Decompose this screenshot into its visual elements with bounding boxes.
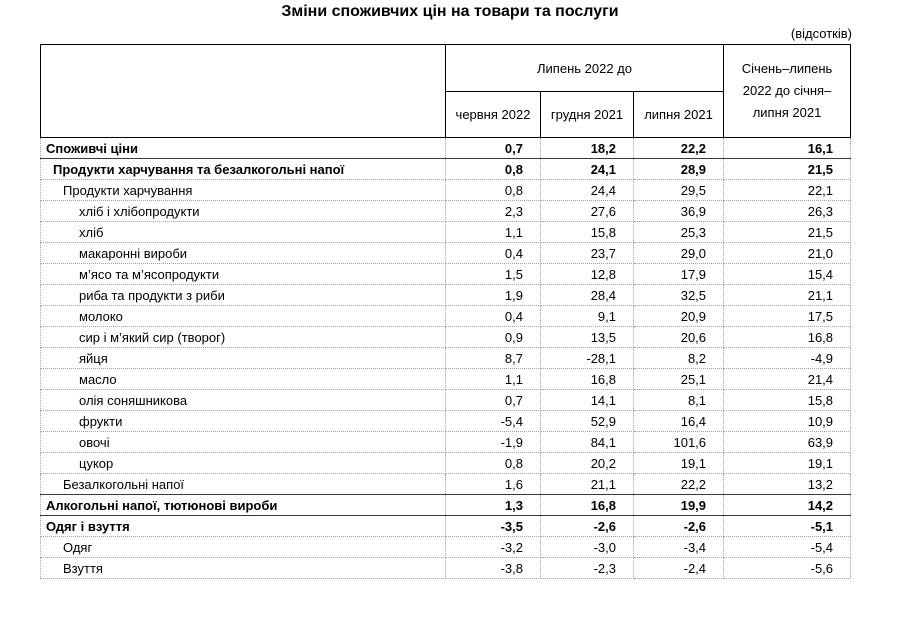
- value-vs-december-2021: 23,7: [541, 243, 634, 264]
- value-jan-jul-period: 16,8: [724, 327, 851, 348]
- value-vs-july-2021: 19,1: [634, 453, 724, 474]
- consumer-prices-table: [40, 44, 851, 579]
- category-label: Одяг: [41, 537, 446, 558]
- value-vs-june-2022: 1,1: [446, 369, 541, 390]
- value-vs-july-2021: 8,1: [634, 390, 724, 411]
- category-label: яйця: [41, 348, 446, 369]
- table-row: [41, 201, 851, 222]
- table-row: [41, 327, 851, 348]
- value-vs-july-2021: 101,6: [634, 432, 724, 453]
- value-vs-june-2022: -3,8: [446, 558, 541, 579]
- value-vs-july-2021: 29,0: [634, 243, 724, 264]
- category-label: Одяг і взуття: [41, 516, 446, 537]
- value-jan-jul-period: 15,8: [724, 390, 851, 411]
- table-row: [41, 411, 851, 432]
- value-vs-december-2021: 13,5: [541, 327, 634, 348]
- value-jan-jul-period: -5,1: [724, 516, 851, 537]
- value-vs-july-2021: 36,9: [634, 201, 724, 222]
- value-jan-jul-period: 21,4: [724, 369, 851, 390]
- value-vs-june-2022: 1,9: [446, 285, 541, 306]
- category-label: хліб: [41, 222, 446, 243]
- value-vs-july-2021: -2,6: [634, 516, 724, 537]
- value-jan-jul-period: 26,3: [724, 201, 851, 222]
- value-vs-july-2021: 16,4: [634, 411, 724, 432]
- value-vs-december-2021: 16,8: [541, 369, 634, 390]
- table-row: [41, 138, 851, 159]
- table-row: [41, 285, 851, 306]
- category-label: риба та продукти з риби: [41, 285, 446, 306]
- value-vs-december-2021: 27,6: [541, 201, 634, 222]
- value-vs-december-2021: 20,2: [541, 453, 634, 474]
- category-label: м’ясо та м’ясопродукти: [41, 264, 446, 285]
- value-vs-december-2021: 9,1: [541, 306, 634, 327]
- table-row: [41, 306, 851, 327]
- value-vs-december-2021: 15,8: [541, 222, 634, 243]
- category-label: сир і м’який сир (творог): [41, 327, 446, 348]
- value-vs-december-2021: 14,1: [541, 390, 634, 411]
- value-jan-jul-period: 19,1: [724, 453, 851, 474]
- category-label: Безалкогольні напої: [41, 474, 446, 495]
- category-label: молоко: [41, 306, 446, 327]
- column-header-july-2021: липня 2021: [634, 92, 724, 138]
- table-body: [41, 138, 851, 579]
- column-header-june-2022: червня 2022: [446, 92, 541, 138]
- table-row: [41, 516, 851, 537]
- value-jan-jul-period: 10,9: [724, 411, 851, 432]
- header-row-group: [41, 45, 851, 92]
- value-jan-jul-period: 21,1: [724, 285, 851, 306]
- category-label: овочі: [41, 432, 446, 453]
- category-label: масло: [41, 369, 446, 390]
- value-vs-june-2022: 0,8: [446, 159, 541, 180]
- value-vs-june-2022: 0,4: [446, 306, 541, 327]
- value-vs-june-2022: -3,2: [446, 537, 541, 558]
- corner-cell: [41, 45, 446, 138]
- table-row: [41, 369, 851, 390]
- value-vs-december-2021: 21,1: [541, 474, 634, 495]
- value-vs-december-2021: 84,1: [541, 432, 634, 453]
- unit-note: (відсотків): [790, 26, 852, 41]
- table-row: [41, 243, 851, 264]
- value-jan-jul-period: -4,9: [724, 348, 851, 369]
- page-title: Зміни споживчих цін на товари та послуги: [281, 3, 619, 20]
- table-row: [41, 180, 851, 201]
- value-vs-june-2022: 2,3: [446, 201, 541, 222]
- column-group-header: Липень 2022 до: [446, 45, 724, 92]
- value-vs-december-2021: 24,4: [541, 180, 634, 201]
- value-jan-jul-period: 21,5: [724, 222, 851, 243]
- value-vs-june-2022: 8,7: [446, 348, 541, 369]
- value-vs-july-2021: 22,2: [634, 474, 724, 495]
- category-label: Продукти харчування та безалкогольні напої: [41, 159, 446, 180]
- category-label: фрукти: [41, 411, 446, 432]
- table-row: [41, 495, 851, 516]
- value-vs-december-2021: -2,6: [541, 516, 634, 537]
- value-jan-jul-period: 15,4: [724, 264, 851, 285]
- value-vs-december-2021: -3,0: [541, 537, 634, 558]
- value-vs-july-2021: 28,9: [634, 159, 724, 180]
- value-jan-jul-period: 13,2: [724, 474, 851, 495]
- category-label: олія соняшникова: [41, 390, 446, 411]
- value-vs-july-2021: -3,4: [634, 537, 724, 558]
- value-vs-june-2022: 0,7: [446, 138, 541, 159]
- category-label: Споживчі ціни: [41, 138, 446, 159]
- value-vs-june-2022: 1,6: [446, 474, 541, 495]
- value-vs-june-2022: 1,1: [446, 222, 541, 243]
- value-jan-jul-period: -5,4: [724, 537, 851, 558]
- value-jan-jul-period: 16,1: [724, 138, 851, 159]
- value-vs-july-2021: 19,9: [634, 495, 724, 516]
- value-vs-july-2021: 25,1: [634, 369, 724, 390]
- category-label: Взуття: [41, 558, 446, 579]
- table-row: [41, 474, 851, 495]
- value-vs-july-2021: 25,3: [634, 222, 724, 243]
- value-vs-december-2021: 18,2: [541, 138, 634, 159]
- value-vs-june-2022: 0,8: [446, 180, 541, 201]
- category-label: Алкогольні напої, тютюнові вироби: [41, 495, 446, 516]
- category-label: цукор: [41, 453, 446, 474]
- table-header: [41, 45, 851, 138]
- value-vs-june-2022: 1,5: [446, 264, 541, 285]
- value-jan-jul-period: 22,1: [724, 180, 851, 201]
- value-vs-december-2021: 52,9: [541, 411, 634, 432]
- table-row: [41, 348, 851, 369]
- value-jan-jul-period: -5,6: [724, 558, 851, 579]
- category-label: хліб і хлібопродукти: [41, 201, 446, 222]
- value-jan-jul-period: 14,2: [724, 495, 851, 516]
- table-row: [41, 537, 851, 558]
- category-label: Продукти харчування: [41, 180, 446, 201]
- value-vs-december-2021: 12,8: [541, 264, 634, 285]
- table-row: [41, 222, 851, 243]
- value-vs-december-2021: 16,8: [541, 495, 634, 516]
- value-vs-july-2021: 22,2: [634, 138, 724, 159]
- value-vs-december-2021: -2,3: [541, 558, 634, 579]
- column-header-december-2021: грудня 2021: [541, 92, 634, 138]
- value-vs-june-2022: -1,9: [446, 432, 541, 453]
- value-jan-jul-period: 21,0: [724, 243, 851, 264]
- value-vs-july-2021: 32,5: [634, 285, 724, 306]
- value-jan-jul-period: 21,5: [724, 159, 851, 180]
- value-vs-july-2021: 17,9: [634, 264, 724, 285]
- value-vs-july-2021: -2,4: [634, 558, 724, 579]
- table-row: [41, 264, 851, 285]
- value-jan-jul-period: 63,9: [724, 432, 851, 453]
- table-row: [41, 558, 851, 579]
- table-row: [41, 159, 851, 180]
- value-vs-june-2022: 0,4: [446, 243, 541, 264]
- value-vs-july-2021: 20,6: [634, 327, 724, 348]
- table-row: [41, 432, 851, 453]
- value-jan-jul-period: 17,5: [724, 306, 851, 327]
- value-vs-july-2021: 20,9: [634, 306, 724, 327]
- table-row: [41, 390, 851, 411]
- value-vs-june-2022: 0,7: [446, 390, 541, 411]
- value-vs-december-2021: 24,1: [541, 159, 634, 180]
- value-vs-july-2021: 29,5: [634, 180, 724, 201]
- value-vs-december-2021: -28,1: [541, 348, 634, 369]
- table-row: [41, 453, 851, 474]
- value-vs-july-2021: 8,2: [634, 348, 724, 369]
- value-vs-june-2022: -5,4: [446, 411, 541, 432]
- value-vs-june-2022: 0,9: [446, 327, 541, 348]
- value-vs-june-2022: 1,3: [446, 495, 541, 516]
- period-column-header: Січень–липень 2022 до січня–липня 2021: [724, 45, 851, 138]
- value-vs-june-2022: -3,5: [446, 516, 541, 537]
- value-vs-december-2021: 28,4: [541, 285, 634, 306]
- category-label: макаронні вироби: [41, 243, 446, 264]
- value-vs-june-2022: 0,8: [446, 453, 541, 474]
